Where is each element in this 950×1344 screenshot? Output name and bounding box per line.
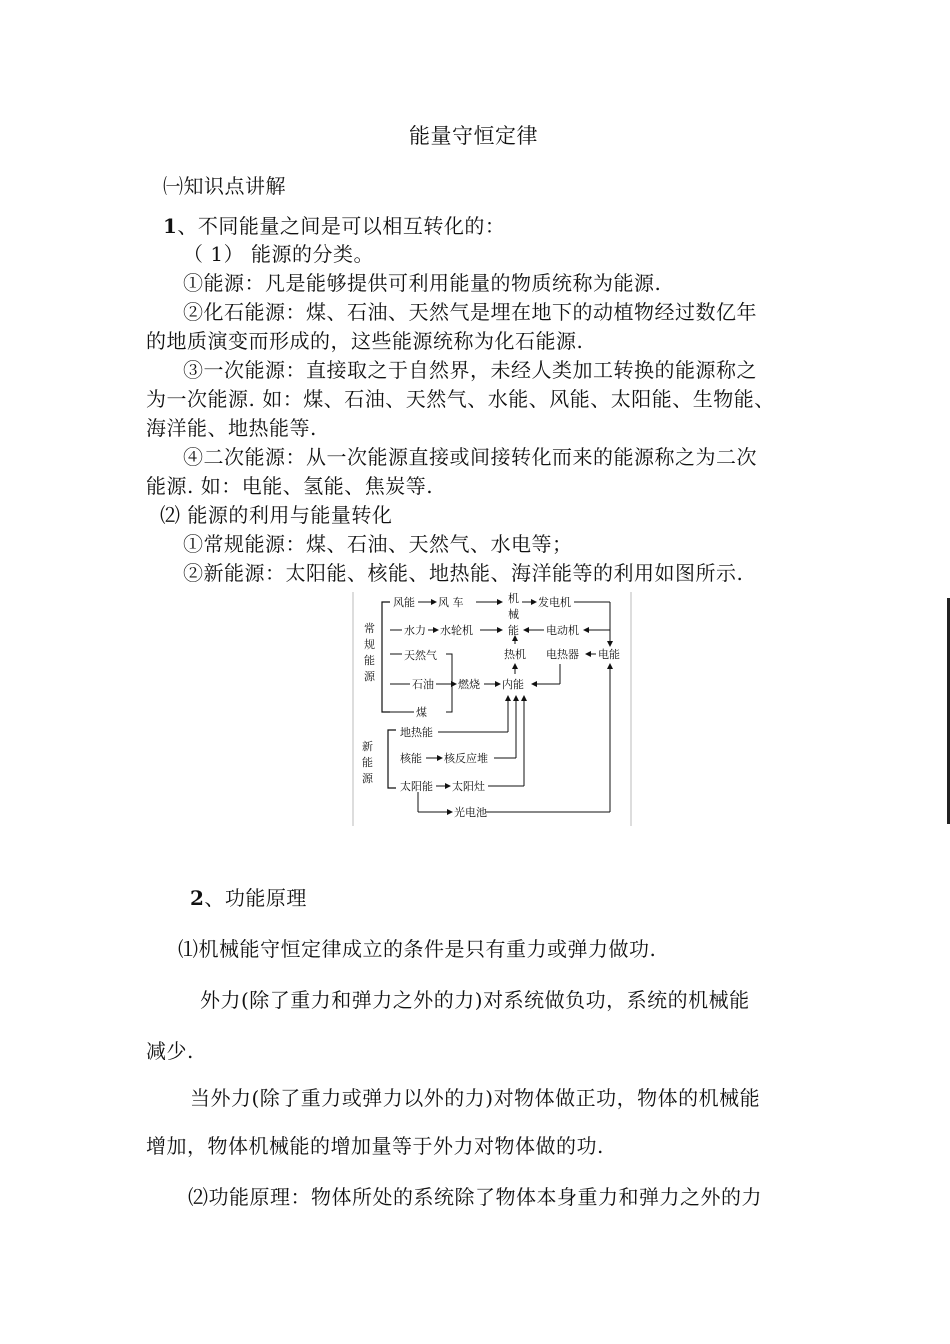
subheading-classification: （ 1） 能源的分类。	[183, 242, 374, 266]
node-generator: 发电机	[538, 596, 571, 609]
node-mechanical-2: 械	[508, 608, 519, 621]
item-1-heading	[163, 214, 505, 238]
node-mechanical-3: 能	[508, 624, 519, 637]
node-electric: 电能	[598, 648, 620, 661]
item-2-heading	[190, 886, 307, 910]
definition-energy: ①能源：凡是能够提供可利用能量的物质统称为能源.	[183, 271, 662, 295]
node-photovoltaic: 光电池	[454, 806, 487, 819]
item-1-text: 、不同能量之间是可以相互转化的：	[177, 214, 506, 238]
conventional-energy: ①常规能源：煤、石油、天然气、水电等；	[183, 532, 573, 556]
node-motor: 电动机	[546, 624, 579, 637]
new-label-1: 新	[362, 740, 373, 753]
node-heater: 电热器	[546, 648, 579, 661]
node-burning: 燃烧	[458, 678, 480, 691]
item-1-number: 1	[163, 214, 178, 238]
node-coal: 煤	[416, 706, 427, 719]
paragraph-conservation-condition: ⑴机械能守恒定律成立的条件是只有重力或弹力做功.	[178, 937, 657, 961]
node-mechanical-1: 机	[508, 592, 519, 605]
energy-conversion-diagram	[352, 588, 634, 830]
definition-primary-line2: 为一次能源. 如：煤、石油、天然气、水能、风能、太阳能、生物能、	[146, 387, 775, 411]
conventional-label-3: 能	[364, 654, 375, 667]
definition-primary-line1: ③一次能源：直接取之于自然界，未经人类加工转换的能源称之	[183, 358, 757, 382]
paragraph-positive-work-line2: 增加，物体机械能的增加量等于外力对物体做的功.	[146, 1134, 604, 1158]
new-energy: ②新能源：太阳能、核能、地热能、海洋能等的利用如图所示.	[183, 561, 744, 585]
node-solar-stove: 太阳灶	[452, 780, 485, 793]
conventional-label-1: 常	[364, 622, 375, 635]
node-internal-energy: 内能	[502, 678, 524, 691]
definition-secondary-line1: ④二次能源：从一次能源直接或间接转化而来的能源称之为二次	[183, 445, 757, 469]
conventional-label-4: 源	[364, 670, 375, 683]
node-solar: 太阳能	[400, 780, 433, 793]
node-nuclear: 核能	[400, 752, 422, 765]
item-2-number: 2	[190, 886, 205, 910]
paragraph-work-energy-principle: ⑵功能原理：物体所处的系统除了物体本身重力和弹力之外的力	[188, 1185, 762, 1209]
paragraph-positive-work-line1: 当外力(除了重力或弹力以外的力)对物体做正功，物体的机械能	[190, 1086, 761, 1110]
node-reactor: 核反应堆	[444, 752, 488, 765]
conventional-label-2: 规	[364, 638, 375, 651]
item-2-text: 、功能原理	[204, 886, 307, 910]
node-geothermal: 地热能	[400, 726, 433, 739]
subheading-utilization: ⑵ 能源的利用与能量转化	[160, 503, 393, 527]
node-heat-engine: 热机	[504, 648, 526, 661]
definition-primary-line3: 海洋能、地热能等.	[146, 416, 317, 440]
definition-fossil-line2: 的地质演变而形成的，这些能源统称为化石能源.	[146, 329, 584, 353]
page-title: 能量守恒定律	[409, 124, 538, 148]
node-windmill: 风 车	[438, 596, 464, 609]
new-label-2: 能	[362, 756, 373, 769]
definition-fossil-line1: ②化石能源：煤、石油、天然气是埋在地下的动植物经过数亿年	[183, 300, 757, 324]
node-oil: 石油	[412, 678, 434, 691]
paragraph-negative-work-line1: 外力(除了重力和弹力之外的力)对系统做负功，系统的机械能	[200, 988, 750, 1012]
node-water: 水力	[404, 624, 426, 637]
node-wind: 风能	[393, 596, 415, 609]
node-natural-gas: 天然气	[404, 649, 437, 662]
node-turbine: 水轮机	[440, 624, 473, 637]
new-label-3: 源	[362, 772, 373, 785]
definition-secondary-line2: 能源. 如：电能、氢能、焦炭等.	[146, 474, 434, 498]
paragraph-negative-work-line2: 减少.	[146, 1039, 194, 1063]
section-heading: ㈠知识点讲解	[163, 174, 286, 198]
